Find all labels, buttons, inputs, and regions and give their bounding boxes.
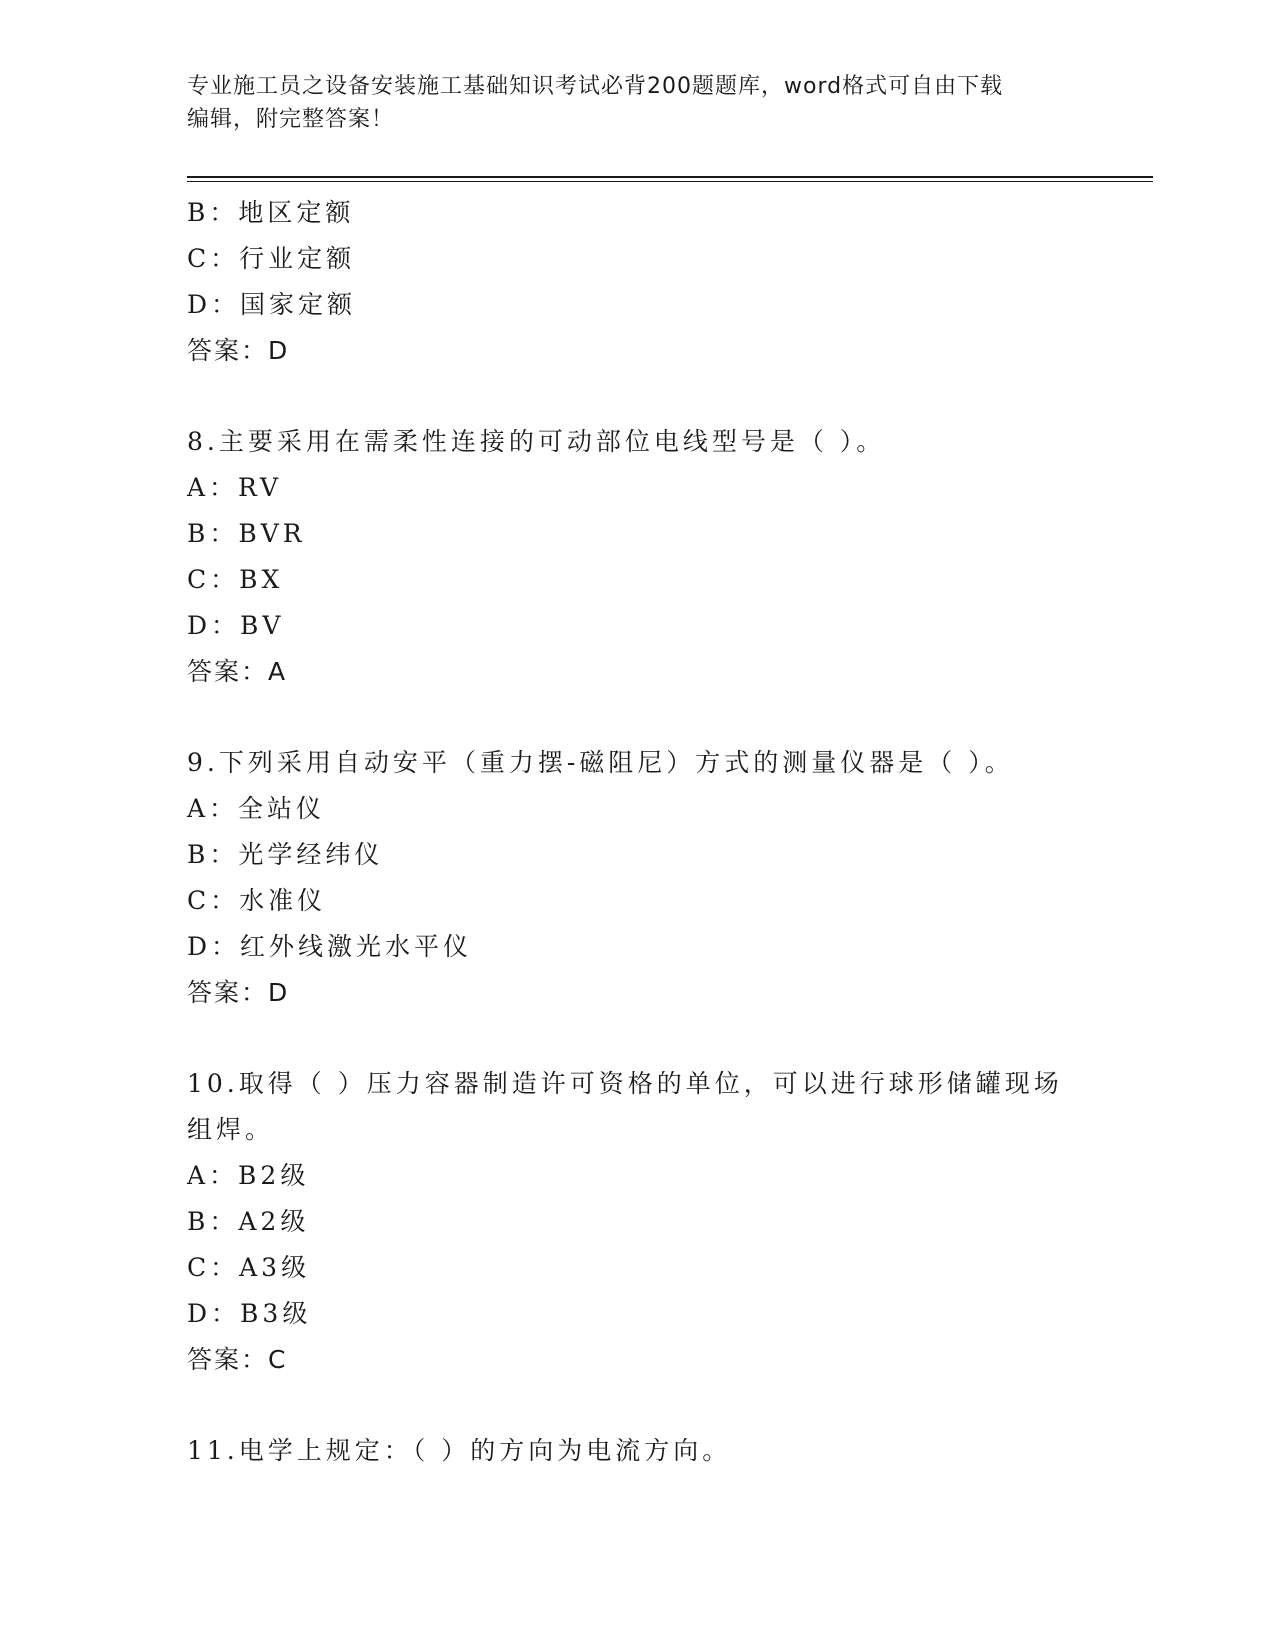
option-a: A：全站仪 — [187, 794, 326, 823]
question-text: 9.下列采用自动安平（重力摆-磁阻尼）方式的测量仪器是（ ）。 — [187, 748, 1014, 777]
question-7-block — [187, 190, 1087, 374]
header-rule-thick — [187, 176, 1153, 178]
question-8-block — [187, 419, 1087, 695]
option-c: C：水准仪 — [187, 886, 327, 915]
header-rule-thin — [187, 181, 1153, 182]
question-9-block — [187, 740, 1087, 1016]
spacer — [187, 1016, 1087, 1061]
option-b: B：BVR — [187, 519, 306, 548]
question-text-line-2: 组焊。 — [187, 1115, 275, 1144]
question-10-block — [187, 1061, 1087, 1383]
header-line-1: 专业施工员之设备安装施工基础知识考试必背200题题库，word格式可自由下载 — [187, 74, 1004, 99]
question-text-line-1: 10.取得（ ）压力容器制造许可资格的单位，可以进行球形储罐现场 — [187, 1069, 1063, 1098]
header-line-2: 编辑，附完整答案！ — [187, 107, 395, 132]
spacer — [187, 374, 1087, 419]
option-c: C：A3级 — [187, 1253, 311, 1282]
question-list — [187, 190, 1087, 1474]
option-c: C：BX — [187, 565, 284, 594]
option-b: B：地区定额 — [187, 198, 355, 227]
answer-line: 答案：C — [187, 1345, 288, 1374]
option-d: D：国家定额 — [187, 290, 357, 319]
option-d: D：BV — [187, 611, 285, 640]
question-text: 11.电学上规定：（ ）的方向为电流方向。 — [187, 1436, 732, 1465]
question-text: 8.主要采用在需柔性连接的可动部位电线型号是（ ）。 — [187, 427, 886, 456]
question-11-block — [187, 1428, 1087, 1474]
answer-line: 答案：D — [187, 978, 290, 1007]
option-b: B：A2级 — [187, 1207, 310, 1236]
answer-line: 答案：A — [187, 657, 288, 686]
answer-line: 答案：D — [187, 336, 290, 365]
option-a: A：RV — [187, 473, 283, 502]
option-c: C：行业定额 — [187, 244, 356, 273]
option-d: D：B3级 — [187, 1299, 312, 1328]
option-d: D：红外线激光水平仪 — [187, 932, 473, 961]
spacer — [187, 695, 1087, 740]
option-a: A：B2级 — [187, 1161, 310, 1190]
document-header — [187, 70, 1087, 136]
option-b: B：光学经纬仪 — [187, 840, 384, 869]
spacer — [187, 1383, 1087, 1428]
